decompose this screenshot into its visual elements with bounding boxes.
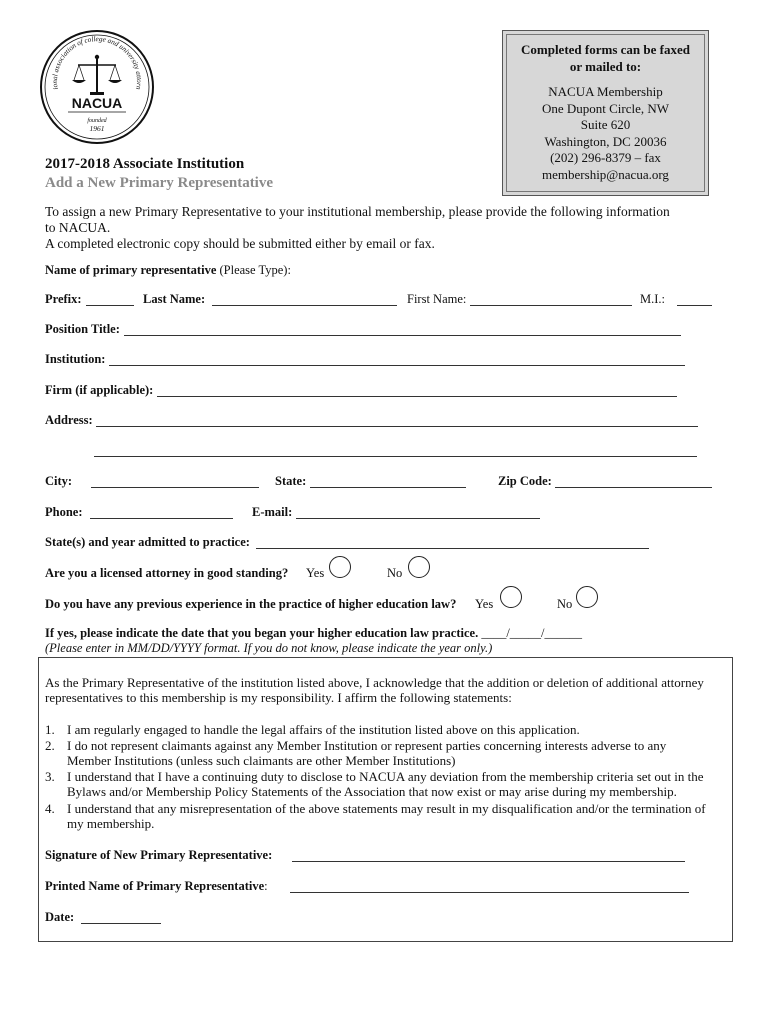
position-title-field[interactable]: [124, 335, 681, 336]
signature-label: Signature of New Primary Representative:: [45, 848, 273, 862]
statement-text: I do not represent claimants against any Member Institution or represent parties concerning interests adverse to any: [67, 738, 667, 753]
first-name-label: First Name:: [407, 292, 467, 306]
printed-name-colon: :: [264, 879, 268, 893]
svg-text:national association of colleg: ional association of college and university attorn: [50, 35, 144, 91]
phone-field[interactable]: [90, 518, 233, 519]
states-admitted-field[interactable]: [256, 548, 649, 549]
printed-name-field[interactable]: [290, 892, 689, 893]
acknowledgment-paragraph: [45, 675, 730, 705]
states-admitted-label: State(s) and year admitted to practice:: [45, 535, 250, 549]
city-label: City:: [45, 474, 73, 488]
statement-text: I am regularly engaged to handle the legal affairs of the institution listed above on this application.: [67, 722, 580, 737]
experience-no-label: No: [557, 597, 573, 611]
institution-label: Institution:: [45, 352, 106, 366]
svg-text:NACUA: NACUA: [71, 95, 123, 111]
nacua-seal-logo: [38, 28, 156, 146]
printed-name-label: Printed Name of Primary Representative: [45, 879, 265, 893]
fax-box-heading-1: Completed forms can be faxed: [521, 42, 690, 57]
mi-field[interactable]: [677, 305, 712, 306]
last-name-field[interactable]: [212, 305, 397, 306]
city-field[interactable]: [91, 487, 259, 488]
fax-address-line: Washington, DC 20036: [544, 133, 667, 149]
date-label: Date:: [45, 910, 75, 924]
ack-line: representatives to this membership is my responsibility. I affirm the following statements:: [45, 690, 512, 705]
form-subtitle: Add a New Primary Representative: [45, 175, 274, 191]
licensed-no-radio[interactable]: [408, 556, 430, 578]
experience-yes-label: Yes: [475, 597, 494, 611]
address-field-line-1[interactable]: [96, 426, 698, 427]
licensed-yes-label: Yes: [306, 566, 325, 580]
statement-number: 4.: [45, 801, 55, 816]
licensed-attorney-question: Are you a licensed attorney in good standing?: [45, 566, 289, 580]
prefix-field[interactable]: [86, 305, 134, 306]
name-heading: [45, 263, 291, 278]
ack-line: As the Primary Representative of the institution listed above, I acknowledge that the addition or deletion of additional attorney: [45, 675, 704, 690]
statement-text: Bylaws and/or Membership Policy Statements of the Association that now exist or may arise during my membership.: [67, 784, 677, 799]
institution-field[interactable]: [109, 365, 685, 366]
fax-box-heading-2: or mailed to:: [569, 58, 642, 74]
zip-label: Zip Code:: [498, 474, 552, 488]
statement-number: 2.: [45, 738, 55, 753]
prefix-label: Prefix:: [45, 292, 82, 306]
printed-name-row: [45, 879, 268, 894]
date-format-note: (Please enter in MM/DD/YYYY format. If you do not know, please indicate the year only.): [45, 641, 493, 655]
statement-text: I understand that any misrepresentation of the above statements may result in my disqualification and/or the termination of: [67, 801, 706, 816]
licensed-no-label: No: [387, 566, 403, 580]
position-title-label: Position Title:: [45, 322, 120, 336]
address-field-line-2[interactable]: [94, 456, 697, 457]
intro-line: A completed electronic copy should be submitted either by email or fax.: [45, 236, 435, 251]
zip-field[interactable]: [555, 487, 712, 488]
statement-4: [45, 801, 725, 831]
svg-text:1961: 1961: [89, 124, 105, 133]
firm-label: Firm (if applicable):: [45, 383, 154, 397]
intro-text: [45, 204, 735, 252]
mi-label: M.I.:: [640, 292, 665, 306]
intro-line: to NACUA.: [45, 220, 111, 235]
statement-number: 1.: [45, 722, 55, 737]
state-field[interactable]: [310, 487, 466, 488]
name-heading-note: (Please Type):: [219, 263, 291, 277]
statement-1: [45, 722, 725, 737]
date-began-field[interactable]: ____/_____/______: [481, 626, 583, 640]
date-field[interactable]: [81, 923, 161, 924]
statement-2: [45, 738, 725, 768]
statement-3: [45, 769, 725, 799]
name-heading-label: Name of primary representative: [45, 263, 217, 277]
form-title: 2017-2018 Associate Institution: [45, 156, 245, 172]
fax-address-line: One Dupont Circle, NW: [541, 100, 670, 116]
statement-number: 3.: [45, 769, 55, 784]
last-name-label: Last Name:: [143, 292, 206, 306]
fax-number: (202) 296-8379 – fax: [550, 150, 661, 165]
email-field[interactable]: [296, 518, 540, 519]
licensed-yes-radio[interactable]: [329, 556, 351, 578]
experience-no-radio[interactable]: [576, 586, 598, 608]
experience-yes-radio[interactable]: [500, 586, 522, 608]
svg-text:founded: founded: [87, 118, 107, 124]
fax-address-line: Suite 620: [580, 117, 631, 132]
fax-mail-info-box: [502, 30, 709, 196]
date-began-row: [45, 626, 582, 641]
statement-text: my membership.: [67, 816, 155, 831]
state-label: State:: [275, 474, 307, 488]
intro-line: To assign a new Primary Representative to your institutional membership, please provide the following information: [45, 204, 670, 219]
statement-text: Member Institutions (unless such claimants are other Member Institutions): [67, 753, 456, 768]
firm-field[interactable]: [157, 396, 677, 397]
email-address: membership@nacua.org: [542, 166, 669, 182]
first-name-field[interactable]: [470, 305, 632, 306]
date-began-label: If yes, please indicate the date that you began your higher education law practice.: [45, 626, 479, 640]
statement-text: I understand that I have a continuing duty to disclose to NACUA any deviation from the membership criteria set out in the: [67, 769, 704, 784]
fax-address-line: NACUA Membership: [548, 84, 663, 99]
experience-question: Do you have any previous experience in the practice of higher education law?: [45, 597, 457, 611]
email-label: E-mail:: [252, 505, 293, 519]
address-label: Address:: [45, 413, 93, 427]
signature-field[interactable]: [292, 861, 685, 862]
phone-label: Phone:: [45, 505, 83, 519]
